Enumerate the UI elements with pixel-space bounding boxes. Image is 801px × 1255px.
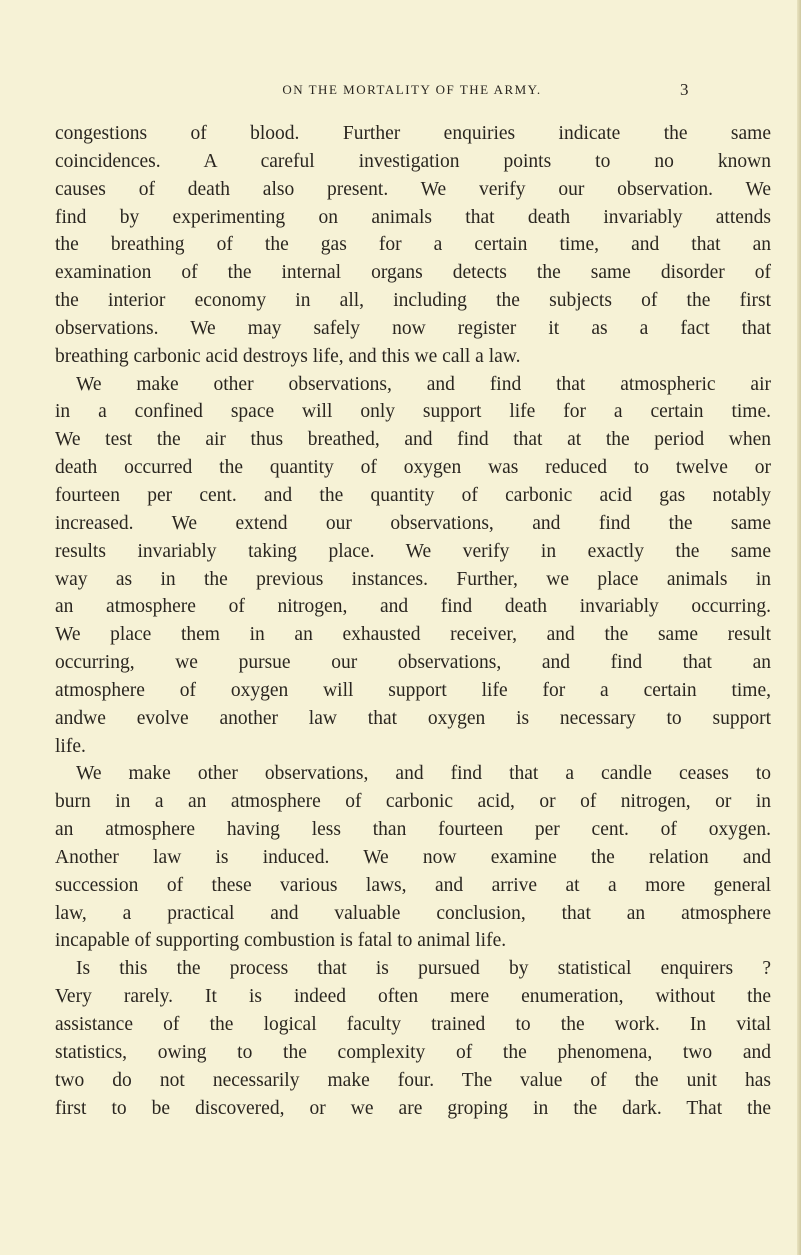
text-line: We test the air thus breathed, and find that at the period when [55, 429, 771, 451]
text-line: We make other observations, and find that atmospheric air [76, 373, 771, 395]
text-line: death occurred the quantity of oxygen was reduced to twelve or [55, 457, 771, 479]
text-line: an atmosphere of nitrogen, and find death invariably occurring. [55, 596, 771, 618]
text-line: way as in the previous instances. Further, we place animals in [55, 568, 771, 590]
text-line: statistics, owing to the complexity of the phenomena, two and [55, 1041, 771, 1063]
text-line: coincidences. A careful investigation points to no known [55, 150, 771, 172]
page-edge [797, 0, 801, 1255]
text-line: life. [55, 735, 86, 757]
running-header [0, 82, 801, 106]
text-line: fourteen per cent. and the quantity of carbonic acid gas notably [55, 484, 771, 506]
text-line: the breathing of the gas for a certain time, and that an [55, 234, 771, 256]
text-line: burn in a an atmosphere of carbonic acid, or of nitrogen, or in [55, 791, 771, 813]
text-line: incapable of supporting combustion is fatal to animal life. [55, 930, 507, 952]
body-text [55, 120, 771, 1122]
text-line: congestions of blood. Further enquiries indicate the same [55, 123, 771, 144]
text-line: observations. We may safely now register it as a fact that [55, 317, 771, 339]
running-title: ON THE MORTALITY OF THE ARMY. [282, 82, 542, 97]
text-line: find by experimenting on animals that death invariably attends [55, 206, 771, 228]
text-line: in a confined space will only support life for a certain time. [55, 401, 771, 423]
text-line: increased. We extend our observations, and find the same [55, 512, 771, 534]
text-line: atmosphere of oxygen will support life for a certain time, [55, 679, 771, 701]
text-line: causes of death also present. We verify our observation. We [55, 178, 771, 200]
text-line: occurring, we pursue our observations, and find that an [55, 652, 771, 674]
text-line: Very rarely. It is indeed often mere enumeration, without the [55, 986, 771, 1008]
page-number: 3 [680, 80, 689, 99]
text-line: an atmosphere having less than fourteen per cent. of oxygen. [55, 819, 771, 841]
text-line: Another law is induced. We now examine the relation and [55, 846, 771, 868]
text-line: We place them in an exhausted receiver, and the same result [55, 624, 771, 646]
text-line: examination of the internal organs detects the same disorder of [55, 262, 771, 284]
text-line: law, a practical and valuable conclusion, that an atmosphere [55, 902, 771, 924]
text-line: breathing carbonic acid destroys life, and this we call a law. [55, 345, 521, 367]
text-line: We make other observations, and find that a candle ceases to [76, 763, 771, 785]
text-line: the interior economy in all, including the subjects of the first [55, 290, 771, 312]
text-line: results invariably taking place. We verify in exactly the same [55, 540, 771, 562]
text-line: Is this the process that is pursued by statistical enquirers ? [76, 958, 771, 980]
text-line: andwe evolve another law that oxygen is necessary to support [55, 707, 771, 729]
text-line: first to be discovered, or we are groping in the dark. That the [55, 1097, 771, 1119]
text-line: two do not necessarily make four. The value of the unit has [55, 1069, 771, 1091]
text-line: succession of these various laws, and arrive at a more general [55, 874, 771, 896]
text-line: assistance of the logical faculty trained to the work. In vital [55, 1014, 771, 1035]
